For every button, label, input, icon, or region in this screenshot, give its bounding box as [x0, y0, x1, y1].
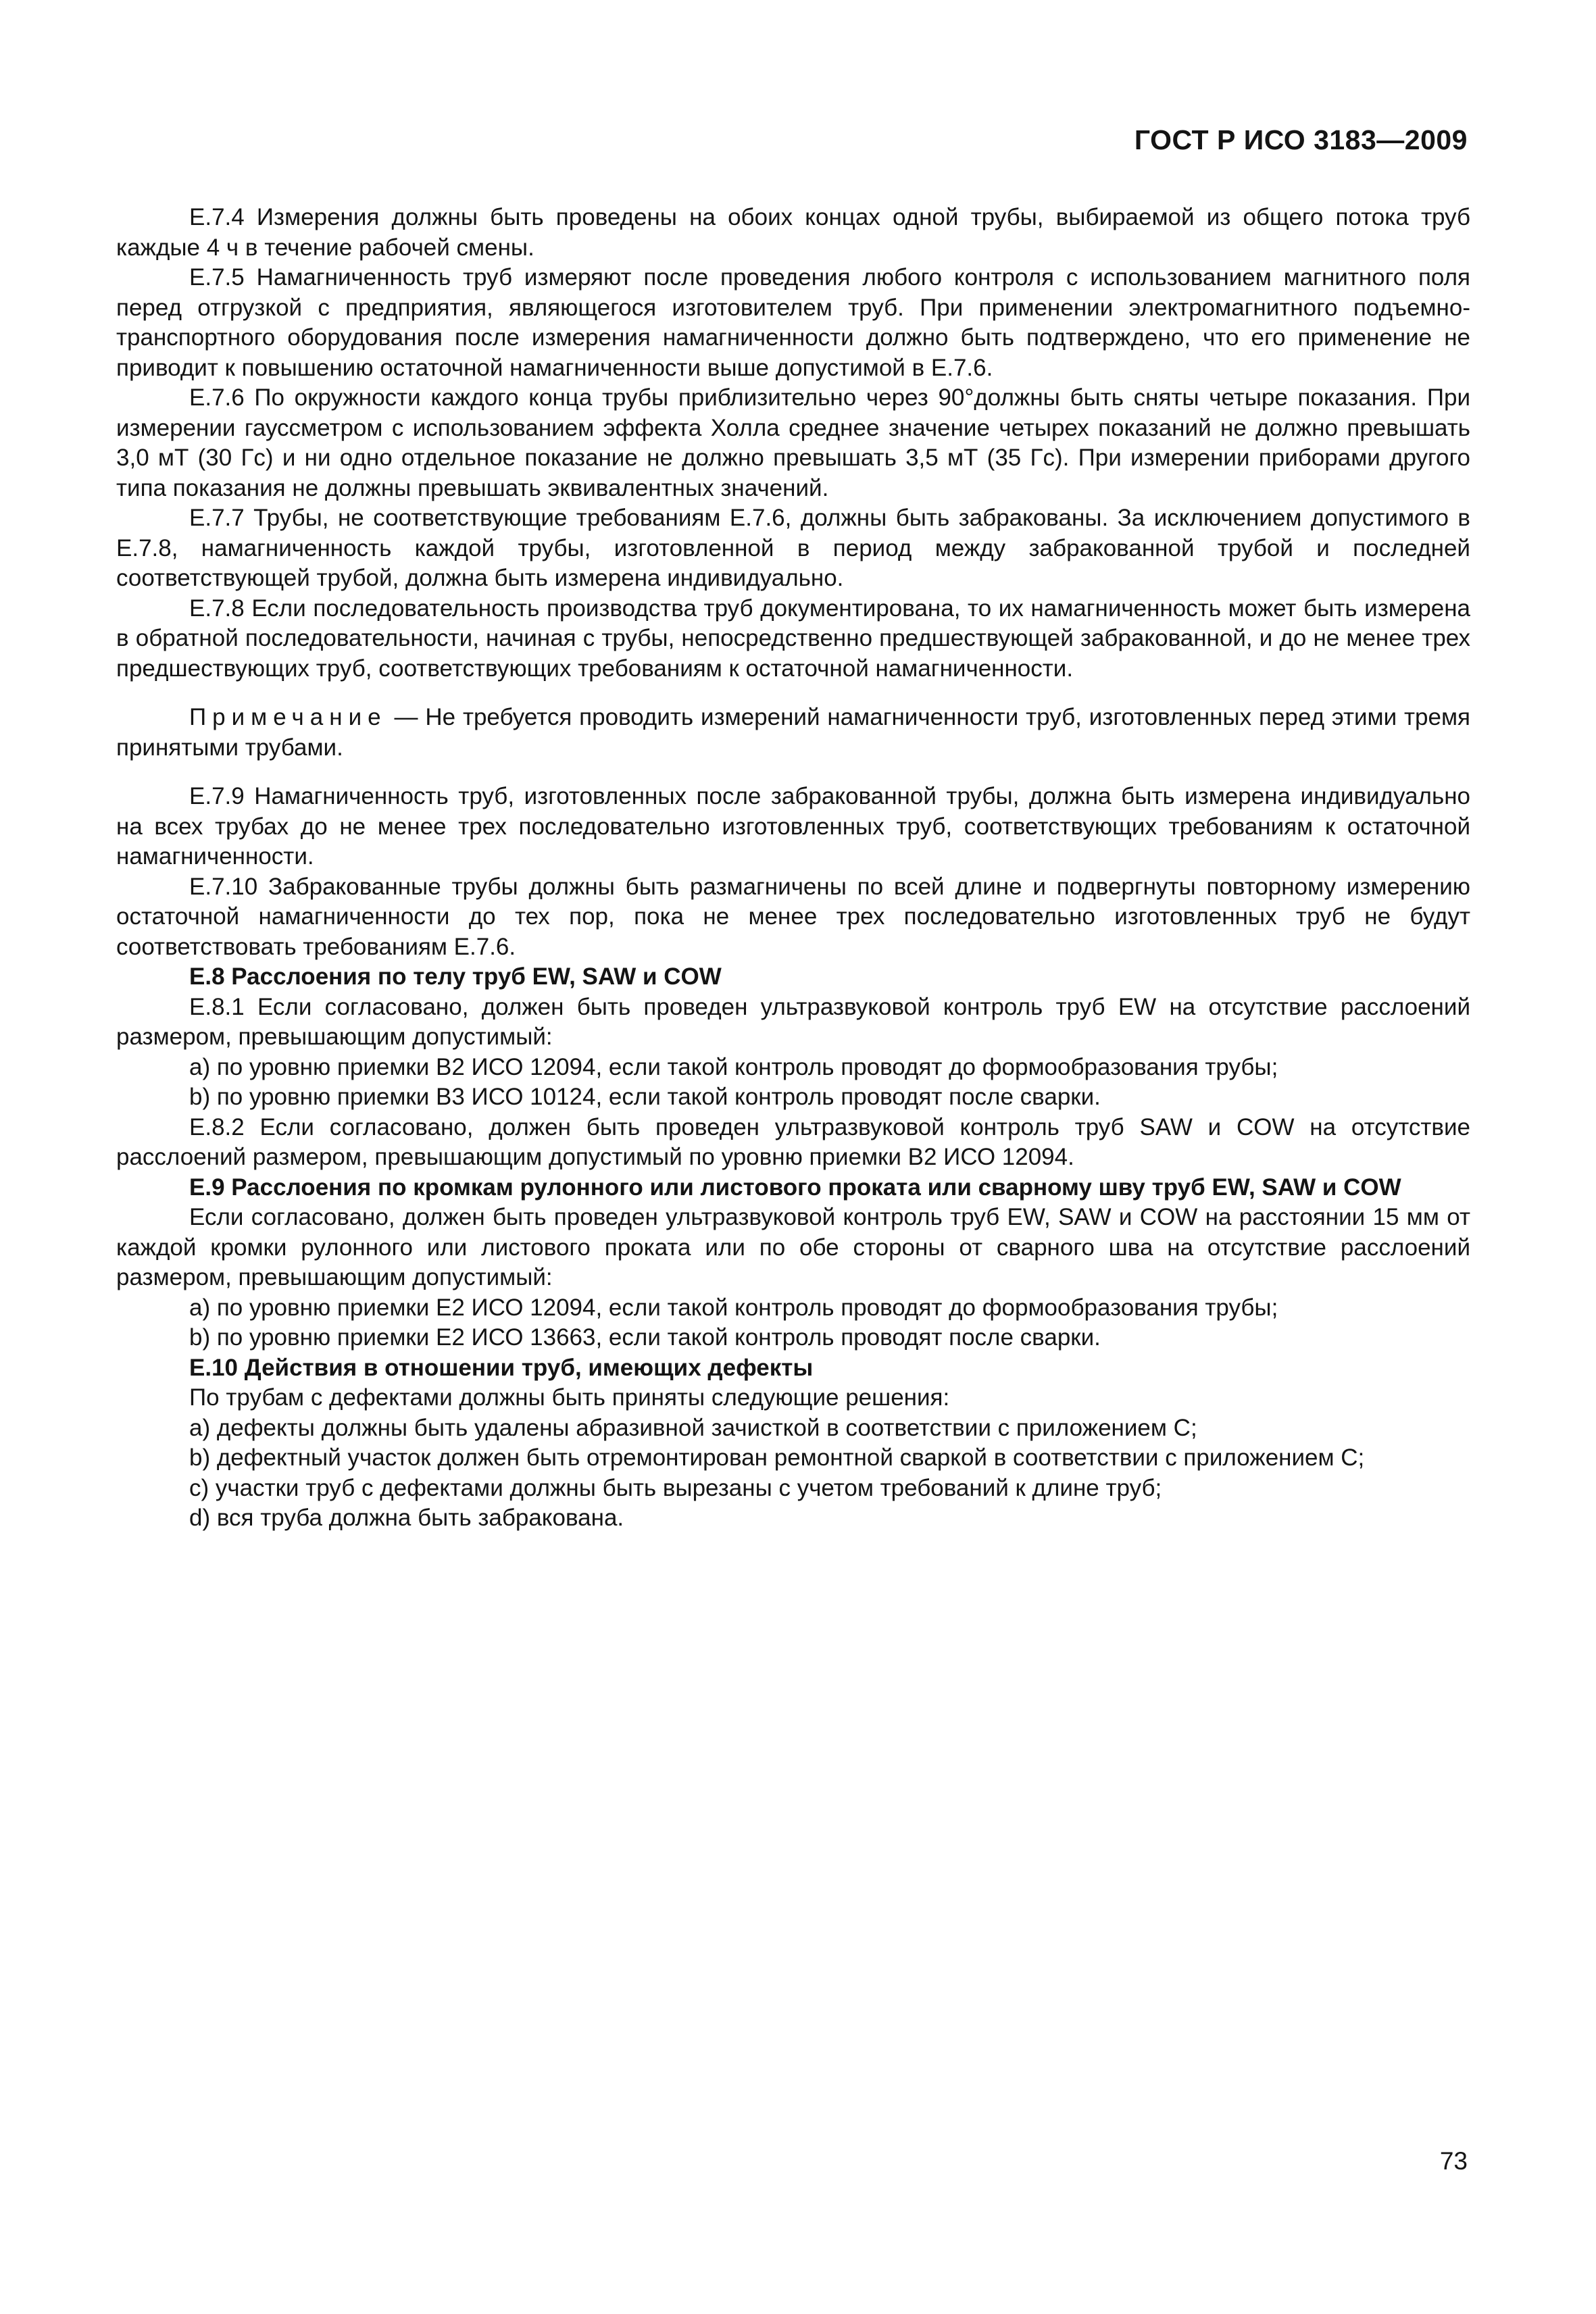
- paragraph-e7-8: Е.7.8 Если последовательность производства труб документирована, то их намагниченность может быть измерена в обратной последовательности, начиная с трубы, непосредственно предшествующей забракованной, и до не менее трех предшествующих труб, соответствующих требованиям к остаточной намагниченности.: [116, 595, 1470, 682]
- list-item-e10-d: d) вся труба должна быть забракована.: [189, 1505, 624, 1531]
- document-body: [116, 203, 1470, 1534]
- paragraph-e7-5: Е.7.5 Намагниченность труб измеряют после проведения любого контроля с использованием магнитного поля перед отгрузкой с предприятия, являющегося изготовителем труб. При применении электромагнитного подъемно-транспортного оборудования после измерения намагниченности должно быть подтверждено, что его применение не приводит к повышению остаточной намагниченности выше допустимой в Е.7.6.: [116, 264, 1470, 381]
- paragraph-e7-10: Е.7.10 Забракованные трубы должны быть размагничены по всей длине и подвергнуты повторному измерению остаточной намагниченности до тех пор, пока не менее трех последовательно изготовленных труб не будут соответствовать требованиям Е.7.6.: [116, 873, 1470, 960]
- paragraph-e8-2: Е.8.2 Если согласовано, должен быть проведен ультразвуковой контроль труб SAW и COW на отсутствие расслоений размером, превышающим допустимый по уровню приемки В2 ИСО 12094.: [116, 1113, 1470, 1170]
- paragraph-e10: По трубам с дефектами должны быть приняты следующие решения:: [189, 1384, 950, 1411]
- list-item-e10-a: a) дефекты должны быть удалены абразивной зачисткой в соответствии с приложением С;: [189, 1414, 1197, 1441]
- section-heading-e9: Е.9 Расслоения по кромкам рулонного или листового проката или сварному шву труб EW, SAW и COW: [189, 1174, 1401, 1201]
- list-item-e9-b: b) по уровню приемки Е2 ИСО 13663, если такой контроль проводят после сварки.: [189, 1324, 1101, 1351]
- paragraph-e8-1: Е.8.1 Если согласовано, должен быть проведен ультразвуковой контроль труб EW на отсутствие расслоений размером, превышающим допустимый:: [116, 993, 1470, 1050]
- paragraph-e9: Если согласовано, должен быть проведен ультразвуковой контроль труб EW, SAW и COW на расстоянии 15 мм от каждой кромки рулонного или листового проката или по обе стороны от сварного шва на отсутствие расслоений размером, превышающим допустимый:: [116, 1204, 1470, 1290]
- list-item-e10-c: c) участки труб с дефектами должны быть вырезаны с учетом требований к длине труб;: [189, 1474, 1162, 1501]
- list-item-e10-b: b) дефектный участок должен быть отремонтирован ремонтной сваркой в соответствии с приложением С;: [189, 1444, 1365, 1471]
- paragraph-e7-9: Е.7.9 Намагниченность труб, изготовленных после забракованной трубы, должна быть измерена индивидуально на всех трубах до не менее трех последовательно изготовленных труб, соответствующих требованиям к остаточной намагниченности.: [116, 783, 1470, 870]
- document-header: ГОСТ Р ИСО 3183—2009: [1134, 124, 1468, 155]
- list-item-e8-1-a: a) по уровню приемки В2 ИСО 12094, если такой контроль проводят до формообразования трубы;: [189, 1053, 1278, 1080]
- list-item-e9-a: a) по уровню приемки Е2 ИСО 12094, если такой контроль проводят до формообразования трубы;: [189, 1294, 1278, 1321]
- note-label: Примечание: [189, 704, 387, 730]
- section-heading-e10: Е.10 Действия в отношении труб, имеющих дефекты: [189, 1354, 814, 1381]
- note-text: — Не требуется проводить измерений намагниченности труб, изготовленных перед этими тремя принятыми трубами.: [116, 704, 1470, 761]
- note-paragraph: [116, 703, 1470, 763]
- page-number: 73: [1439, 2147, 1468, 2175]
- section-heading-e8: Е.8 Расслоения по телу труб EW, SAW и COW: [189, 963, 722, 990]
- paragraph-e7-4: Е.7.4 Измерения должны быть проведены на обоих концах одной трубы, выбираемой из общего потока труб каждые 4 ч в течение рабочей смены.: [116, 204, 1470, 261]
- list-item-e8-1-b: b) по уровню приемки В3 ИСО 10124, если такой контроль проводят после сварки.: [189, 1084, 1101, 1110]
- paragraph-e7-7: Е.7.7 Трубы, не соответствующие требованиям Е.7.6, должны быть забракованы. За исключением допустимого в Е.7.8, намагниченность каждой трубы, изготовленной в период между забракованной трубой и последней соответствующей трубой, должна быть измерена индивидуально.: [116, 505, 1470, 591]
- paragraph-e7-6: Е.7.6 По окружности каждого конца трубы приблизительно через 90°должны быть сняты четыре показания. При измерении гауссметром с использованием эффекта Холла среднее значение четырех показаний не должно превышать 3,0 мТ (30 Гс) и ни одно отдельное показание не должно превышать 3,5 мТ (35 Гс). При измерении приборами другого типа показания не должны превышать эквивалентных значений.: [116, 384, 1470, 501]
